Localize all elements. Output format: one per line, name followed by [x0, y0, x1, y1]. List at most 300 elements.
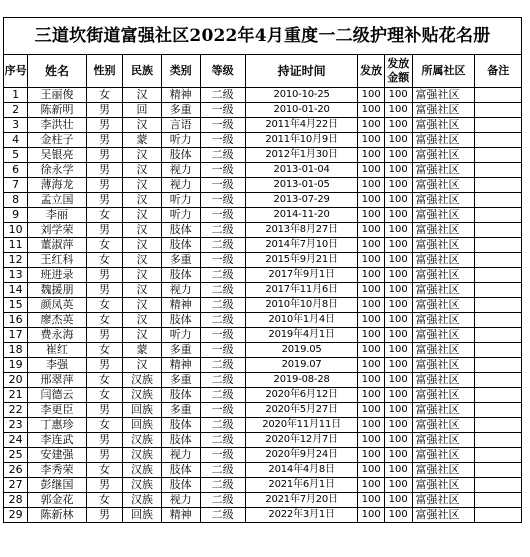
cell-category: 听力 [161, 133, 200, 148]
cell-level: 二级 [200, 493, 245, 508]
table-row [4, 508, 522, 523]
table-row [4, 163, 522, 178]
cell-remark [475, 508, 522, 523]
table-row [4, 403, 522, 418]
cell-cert-date: 2015年9月21日 [245, 253, 358, 268]
cell-category: 精神 [161, 88, 200, 103]
cell-ethnicity: 汉 [123, 328, 162, 343]
table-row [4, 88, 522, 103]
cell-category: 多重 [161, 343, 200, 358]
cell-cert-date: 2013-01-04 [245, 163, 358, 178]
cell-level: 二级 [200, 313, 245, 328]
cell-name: 李强 [28, 358, 87, 373]
cell-no: 27 [4, 478, 28, 493]
cell-issue-amount: 100 [384, 268, 412, 283]
cell-no: 5 [4, 148, 28, 163]
cell-remark [475, 178, 522, 193]
cell-cert-date: 2011年4月22日 [245, 118, 358, 133]
cell-name: 丁惠珍 [28, 418, 87, 433]
table-row [4, 478, 522, 493]
cell-remark [475, 193, 522, 208]
cell-ethnicity: 汉 [123, 253, 162, 268]
cell-category: 多重 [161, 103, 200, 118]
cell-issue-amount: 100 [384, 433, 412, 448]
cell-no: 21 [4, 388, 28, 403]
cell-gender: 男 [86, 448, 122, 463]
table-row [4, 283, 522, 298]
cell-ethnicity: 回族 [123, 403, 162, 418]
cell-no: 6 [4, 163, 28, 178]
cell-ethnicity: 汉族 [123, 388, 162, 403]
cell-category: 肢体 [161, 388, 200, 403]
header-level: 等级 [200, 55, 245, 88]
cell-issue-amount: 100 [384, 343, 412, 358]
cell-level: 一级 [200, 448, 245, 463]
cell-category: 肢体 [161, 223, 200, 238]
cell-cert-date: 2017年11月6日 [245, 283, 358, 298]
cell-level: 二级 [200, 148, 245, 163]
cell-ethnicity: 汉 [123, 88, 162, 103]
cell-remark [475, 163, 522, 178]
cell-cert-date: 2019.05 [245, 343, 358, 358]
cell-cert-date: 2019年4月1日 [245, 328, 358, 343]
cell-cert-date: 2017年9月1日 [245, 268, 358, 283]
cell-issue-count: 100 [358, 388, 385, 403]
cell-issue-amount: 100 [384, 88, 412, 103]
header-community: 所属社区 [412, 55, 475, 88]
cell-cert-date: 2010-01-20 [245, 103, 358, 118]
cell-issue-count: 100 [358, 508, 385, 523]
cell-name: 费永海 [28, 328, 87, 343]
cell-ethnicity: 汉 [123, 283, 162, 298]
cell-remark [475, 328, 522, 343]
cell-gender: 女 [86, 313, 122, 328]
table-row [4, 298, 522, 313]
cell-issue-amount: 100 [384, 358, 412, 373]
cell-category: 言语 [161, 118, 200, 133]
cell-issue-count: 100 [358, 88, 385, 103]
cell-issue-amount: 100 [384, 313, 412, 328]
cell-gender: 男 [86, 118, 122, 133]
cell-name: 陈新明 [28, 103, 87, 118]
cell-issue-amount: 100 [384, 148, 412, 163]
cell-gender: 女 [86, 343, 122, 358]
cell-issue-amount: 100 [384, 493, 412, 508]
cell-category: 精神 [161, 298, 200, 313]
cell-issue-count: 100 [358, 133, 385, 148]
cell-remark [475, 478, 522, 493]
cell-cert-date: 2012年1月30日 [245, 148, 358, 163]
cell-issue-amount: 100 [384, 418, 412, 433]
cell-level: 二级 [200, 478, 245, 493]
table-row [4, 193, 522, 208]
cell-level: 二级 [200, 508, 245, 523]
table-row [4, 343, 522, 358]
cell-ethnicity: 汉 [123, 208, 162, 223]
cell-remark [475, 358, 522, 373]
cell-no: 28 [4, 493, 28, 508]
cell-remark [475, 283, 522, 298]
cell-issue-count: 100 [358, 493, 385, 508]
cell-name: 邢翠萍 [28, 373, 87, 388]
cell-gender: 男 [86, 148, 122, 163]
cell-category: 多重 [161, 373, 200, 388]
cell-category: 肢体 [161, 418, 200, 433]
cell-community: 富强社区 [412, 238, 475, 253]
cell-name: 彭继国 [28, 478, 87, 493]
cell-remark [475, 448, 522, 463]
cell-level: 一级 [200, 163, 245, 178]
cell-ethnicity: 蒙 [123, 133, 162, 148]
cell-issue-amount: 100 [384, 103, 412, 118]
cell-gender: 女 [86, 88, 122, 103]
cell-cert-date: 2013-01-05 [245, 178, 358, 193]
cell-category: 肢体 [161, 463, 200, 478]
cell-level: 二级 [200, 283, 245, 298]
cell-cert-date: 2014-11-20 [245, 208, 358, 223]
cell-level: 二级 [200, 373, 245, 388]
cell-gender: 男 [86, 358, 122, 373]
cell-issue-count: 100 [358, 238, 385, 253]
table-row [4, 223, 522, 238]
cell-ethnicity: 汉族 [123, 478, 162, 493]
cell-level: 一级 [200, 193, 245, 208]
cell-name: 崔红 [28, 343, 87, 358]
cell-remark [475, 373, 522, 388]
cell-community: 富强社区 [412, 328, 475, 343]
cell-cert-date: 2020年12月7日 [245, 433, 358, 448]
cell-gender: 男 [86, 133, 122, 148]
header-name: 姓名 [28, 55, 87, 88]
cell-level: 二级 [200, 238, 245, 253]
title-row [4, 18, 522, 55]
cell-level: 一级 [200, 328, 245, 343]
cell-category: 视力 [161, 493, 200, 508]
cell-level: 二级 [200, 463, 245, 478]
cell-cert-date: 2022年3月1日 [245, 508, 358, 523]
cell-community: 富强社区 [412, 298, 475, 313]
cell-category: 肢体 [161, 478, 200, 493]
cell-ethnicity: 汉 [123, 163, 162, 178]
cell-gender: 男 [86, 328, 122, 343]
cell-no: 18 [4, 343, 28, 358]
header-issue-count: 发放 [358, 55, 385, 88]
cell-ethnicity: 汉 [123, 268, 162, 283]
table-row [4, 118, 522, 133]
cell-issue-count: 100 [358, 118, 385, 133]
cell-issue-amount: 100 [384, 193, 412, 208]
header-gender: 性别 [86, 55, 122, 88]
cell-ethnicity: 汉 [123, 178, 162, 193]
table-row [4, 133, 522, 148]
cell-remark [475, 313, 522, 328]
cell-no: 8 [4, 193, 28, 208]
cell-ethnicity: 汉 [123, 118, 162, 133]
cell-no: 13 [4, 268, 28, 283]
cell-ethnicity: 汉 [123, 148, 162, 163]
cell-issue-count: 100 [358, 208, 385, 223]
cell-category: 肢体 [161, 268, 200, 283]
cell-ethnicity: 回 [123, 103, 162, 118]
cell-category: 视力 [161, 283, 200, 298]
cell-level: 一级 [200, 103, 245, 118]
cell-category: 肢体 [161, 238, 200, 253]
cell-gender: 女 [86, 238, 122, 253]
cell-remark [475, 238, 522, 253]
cell-gender: 男 [86, 103, 122, 118]
cell-cert-date: 2010年1月4日 [245, 313, 358, 328]
table-row [4, 148, 522, 163]
cell-issue-count: 100 [358, 223, 385, 238]
cell-level: 二级 [200, 433, 245, 448]
cell-community: 富强社区 [412, 493, 475, 508]
cell-gender: 男 [86, 433, 122, 448]
cell-remark [475, 133, 522, 148]
cell-level: 二级 [200, 358, 245, 373]
cell-issue-amount: 100 [384, 118, 412, 133]
cell-remark [475, 493, 522, 508]
cell-issue-count: 100 [358, 313, 385, 328]
table-row [4, 433, 522, 448]
cell-gender: 男 [86, 283, 122, 298]
cell-issue-count: 100 [358, 268, 385, 283]
cell-issue-count: 100 [358, 448, 385, 463]
cell-cert-date: 2010年10月8日 [245, 298, 358, 313]
cell-issue-amount: 100 [384, 478, 412, 493]
cell-gender: 男 [86, 163, 122, 178]
cell-issue-amount: 100 [384, 388, 412, 403]
cell-name: 李丽 [28, 208, 87, 223]
cell-no: 26 [4, 463, 28, 478]
cell-name: 王丽俊 [28, 88, 87, 103]
table-row [4, 448, 522, 463]
cell-remark [475, 388, 522, 403]
cell-remark [475, 433, 522, 448]
cell-name: 魏援朋 [28, 283, 87, 298]
cell-level: 一级 [200, 118, 245, 133]
cell-gender: 男 [86, 223, 122, 238]
cell-issue-count: 100 [358, 298, 385, 313]
cell-issue-amount: 100 [384, 448, 412, 463]
cell-cert-date: 2020年9月24日 [245, 448, 358, 463]
cell-issue-count: 100 [358, 463, 385, 478]
table-row [4, 388, 522, 403]
cell-remark [475, 253, 522, 268]
table-row [4, 238, 522, 253]
cell-ethnicity: 汉 [123, 298, 162, 313]
cell-community: 富强社区 [412, 103, 475, 118]
cell-remark [475, 103, 522, 118]
cell-ethnicity: 汉 [123, 238, 162, 253]
header-category: 类别 [161, 55, 200, 88]
cell-issue-count: 100 [358, 148, 385, 163]
header-issue-amount: 发放金额 [384, 55, 412, 88]
cell-issue-count: 100 [358, 193, 385, 208]
cell-no: 29 [4, 508, 28, 523]
cell-ethnicity: 汉族 [123, 373, 162, 388]
cell-cert-date: 2011年10月9日 [245, 133, 358, 148]
cell-cert-date: 2014年7月10日 [245, 238, 358, 253]
cell-remark [475, 403, 522, 418]
cell-level: 一级 [200, 178, 245, 193]
cell-name: 李更臣 [28, 403, 87, 418]
cell-issue-amount: 100 [384, 403, 412, 418]
cell-issue-amount: 100 [384, 463, 412, 478]
table-row [4, 253, 522, 268]
cell-issue-count: 100 [358, 283, 385, 298]
cell-gender: 女 [86, 418, 122, 433]
cell-community: 富强社区 [412, 388, 475, 403]
cell-name: 李洪壮 [28, 118, 87, 133]
table-row [4, 463, 522, 478]
cell-category: 肢体 [161, 148, 200, 163]
cell-no: 15 [4, 298, 28, 313]
cell-community: 富强社区 [412, 223, 475, 238]
cell-issue-amount: 100 [384, 373, 412, 388]
cell-level: 二级 [200, 223, 245, 238]
cell-issue-amount: 100 [384, 223, 412, 238]
cell-level: 二级 [200, 298, 245, 313]
cell-cert-date: 2013-07-29 [245, 193, 358, 208]
cell-no: 23 [4, 418, 28, 433]
cell-ethnicity: 回族 [123, 508, 162, 523]
cell-ethnicity: 汉族 [123, 463, 162, 478]
cell-name: 薄海龙 [28, 178, 87, 193]
cell-issue-amount: 100 [384, 253, 412, 268]
header-no: 序号 [4, 55, 28, 88]
cell-no: 22 [4, 403, 28, 418]
cell-level: 二级 [200, 268, 245, 283]
cell-community: 富强社区 [412, 418, 475, 433]
cell-gender: 男 [86, 178, 122, 193]
cell-cert-date: 2020年11月11日 [245, 418, 358, 433]
cell-ethnicity: 汉 [123, 358, 162, 373]
cell-name: 闫德云 [28, 388, 87, 403]
cell-community: 富强社区 [412, 148, 475, 163]
roster-sheet [3, 17, 522, 523]
cell-issue-count: 100 [358, 373, 385, 388]
header-row [4, 55, 522, 88]
cell-name: 颜凤英 [28, 298, 87, 313]
cell-issue-count: 100 [358, 163, 385, 178]
cell-gender: 男 [86, 193, 122, 208]
cell-level: 一级 [200, 343, 245, 358]
cell-no: 3 [4, 118, 28, 133]
cell-cert-date: 2021年6月1日 [245, 478, 358, 493]
cell-name: 金柱子 [28, 133, 87, 148]
cell-community: 富强社区 [412, 133, 475, 148]
cell-no: 14 [4, 283, 28, 298]
table-row [4, 373, 522, 388]
cell-community: 富强社区 [412, 163, 475, 178]
cell-remark [475, 268, 522, 283]
cell-no: 25 [4, 448, 28, 463]
cell-name: 廖杰英 [28, 313, 87, 328]
cell-gender: 女 [86, 253, 122, 268]
cell-community: 富强社区 [412, 283, 475, 298]
cell-category: 视力 [161, 448, 200, 463]
cell-issue-count: 100 [358, 433, 385, 448]
cell-category: 多重 [161, 403, 200, 418]
cell-no: 16 [4, 313, 28, 328]
cell-category: 视力 [161, 178, 200, 193]
cell-cert-date: 2020年6月12日 [245, 388, 358, 403]
table-row [4, 313, 522, 328]
header-ethnicity: 民族 [123, 55, 162, 88]
cell-gender: 女 [86, 298, 122, 313]
cell-no: 24 [4, 433, 28, 448]
cell-gender: 女 [86, 493, 122, 508]
table-row [4, 328, 522, 343]
cell-name: 李秀荣 [28, 463, 87, 478]
cell-ethnicity: 汉族 [123, 433, 162, 448]
table-title: 三道坎街道富强社区2022年4月重度一二级护理补贴花名册 [4, 18, 522, 55]
cell-gender: 女 [86, 208, 122, 223]
cell-name: 安建强 [28, 448, 87, 463]
cell-no: 7 [4, 178, 28, 193]
table-row [4, 358, 522, 373]
cell-community: 富强社区 [412, 478, 475, 493]
cell-community: 富强社区 [412, 433, 475, 448]
cell-level: 二级 [200, 418, 245, 433]
cell-remark [475, 223, 522, 238]
cell-community: 富强社区 [412, 118, 475, 133]
roster-table [3, 17, 522, 523]
cell-no: 11 [4, 238, 28, 253]
cell-cert-date: 2014年4月8日 [245, 463, 358, 478]
cell-category: 精神 [161, 508, 200, 523]
cell-gender: 男 [86, 403, 122, 418]
cell-issue-amount: 100 [384, 298, 412, 313]
cell-ethnicity: 汉 [123, 193, 162, 208]
cell-no: 19 [4, 358, 28, 373]
table-row [4, 493, 522, 508]
cell-community: 富强社区 [412, 268, 475, 283]
cell-community: 富强社区 [412, 358, 475, 373]
cell-gender: 男 [86, 478, 122, 493]
cell-remark [475, 463, 522, 478]
table-row [4, 268, 522, 283]
cell-gender: 女 [86, 463, 122, 478]
cell-name: 王红科 [28, 253, 87, 268]
cell-gender: 男 [86, 268, 122, 283]
cell-issue-count: 100 [358, 343, 385, 358]
cell-issue-count: 100 [358, 328, 385, 343]
cell-community: 富强社区 [412, 253, 475, 268]
cell-community: 富强社区 [412, 193, 475, 208]
cell-gender: 男 [86, 508, 122, 523]
cell-issue-amount: 100 [384, 328, 412, 343]
cell-level: 二级 [200, 88, 245, 103]
cell-community: 富强社区 [412, 403, 475, 418]
cell-community: 富强社区 [412, 373, 475, 388]
table-row [4, 208, 522, 223]
cell-remark [475, 343, 522, 358]
cell-community: 富强社区 [412, 313, 475, 328]
cell-issue-amount: 100 [384, 178, 412, 193]
cell-no: 1 [4, 88, 28, 103]
cell-community: 富强社区 [412, 88, 475, 103]
cell-issue-count: 100 [358, 418, 385, 433]
cell-category: 听力 [161, 193, 200, 208]
cell-community: 富强社区 [412, 508, 475, 523]
cell-issue-amount: 100 [384, 283, 412, 298]
cell-issue-count: 100 [358, 478, 385, 493]
cell-category: 肢体 [161, 433, 200, 448]
cell-category: 听力 [161, 208, 200, 223]
cell-name: 徐永学 [28, 163, 87, 178]
cell-name: 郭金花 [28, 493, 87, 508]
